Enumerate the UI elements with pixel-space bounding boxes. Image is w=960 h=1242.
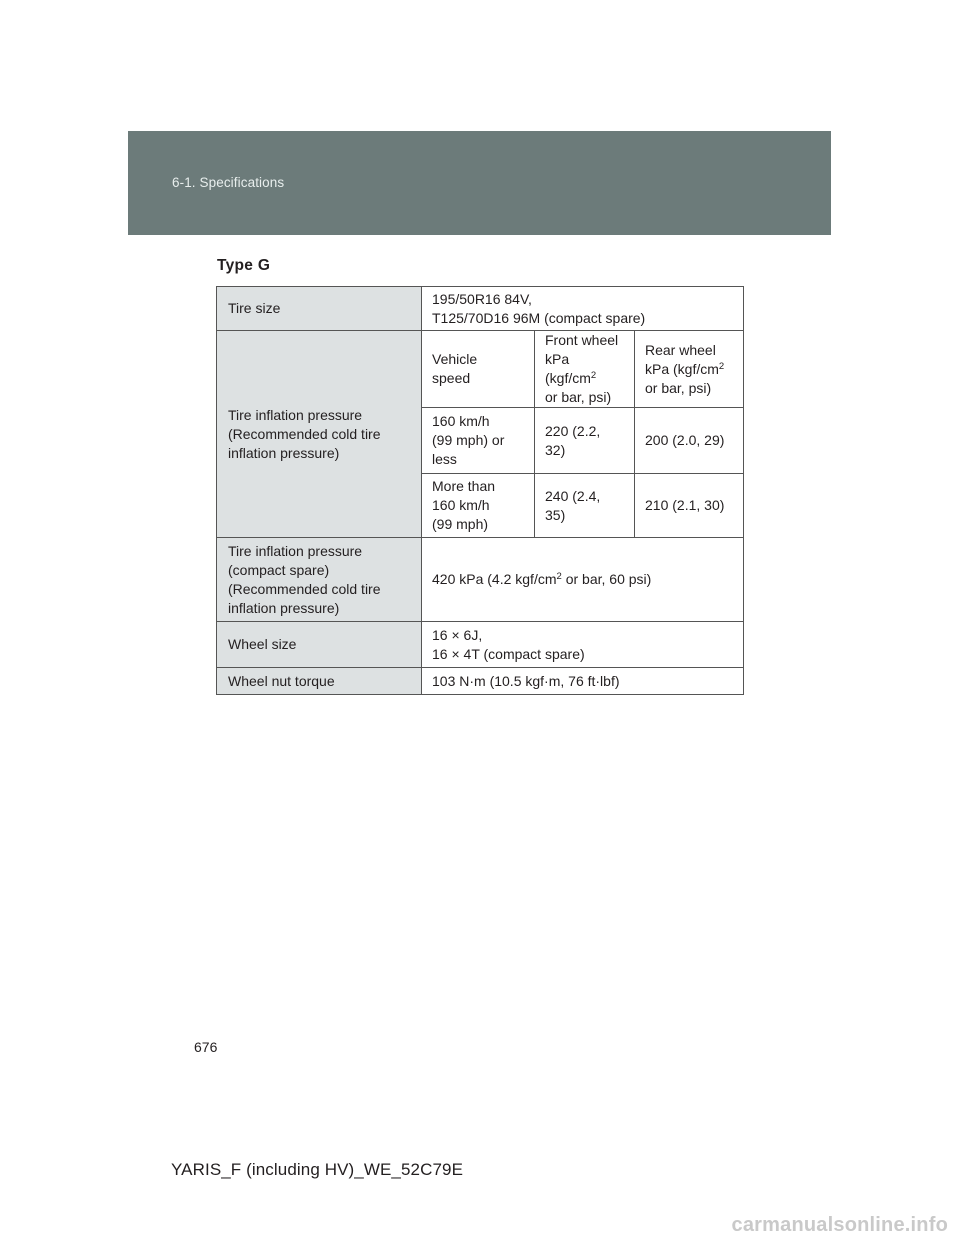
section-title: 6-1. Specifications	[172, 175, 285, 190]
footer-document-id: YARIS_F (including HV)_WE_52C79E	[171, 1160, 464, 1179]
wheel-nut-label: Wheel nut torque	[217, 668, 422, 695]
vehicle-speed-header: Vehicle speed	[422, 331, 535, 408]
rear-pressure-cell: 200 (2.0, 29)	[635, 408, 744, 474]
table-row-compact-spare	[217, 538, 744, 622]
rear-wheel-header: Rear wheel kPa ($kgf/cm^2$ or bar, psi)	[635, 331, 744, 408]
table-row-inflation-header	[217, 331, 744, 408]
wheel-size-value: 16 × 6J, 16 × 4T (compact spare)	[422, 622, 744, 668]
table-row-wheel-size	[217, 622, 744, 668]
inflation-label: Tire inflation pressure (Recommended cold tire inflation pressure)	[217, 331, 422, 538]
front-wheel-header: Front wheel kPa ($kgf/cm^2$ or bar, psi)	[535, 331, 635, 408]
rear-pressure-cell: 210 (2.1, 30)	[635, 474, 744, 538]
header-band	[128, 131, 831, 235]
type-heading: Type G	[217, 257, 271, 274]
speed-cell: 160 km/h (99 mph) or less	[422, 408, 535, 474]
wheel-size-label: Wheel size	[217, 622, 422, 668]
compact-spare-value: 420 kPa (4.2 kgf/$cm^2$ or bar, 60 psi)	[422, 538, 744, 622]
table-row-wheel-nut	[217, 668, 744, 695]
wheel-nut-value: 103 N·m (10.5 kgf·m, 76 ft·lbf)	[422, 668, 744, 695]
watermark: carmanualsonline.info	[731, 1214, 948, 1236]
tire-size-value: 195/50R16 84V, T125/70D16 96M (compact spare)	[422, 287, 744, 331]
spec-table	[216, 286, 744, 695]
page-number: 676	[194, 1039, 218, 1055]
front-pressure-cell: 240 (2.4, 35)	[535, 474, 635, 538]
tire-size-label: Tire size	[217, 287, 422, 331]
table-row-tire-size	[217, 287, 744, 331]
speed-cell: More than 160 km/h (99 mph)	[422, 474, 535, 538]
compact-spare-label: Tire inflation pressure (compact spare) (Recommended cold tire inflation pressure)	[217, 538, 422, 622]
front-pressure-cell: 220 (2.2, 32)	[535, 408, 635, 474]
